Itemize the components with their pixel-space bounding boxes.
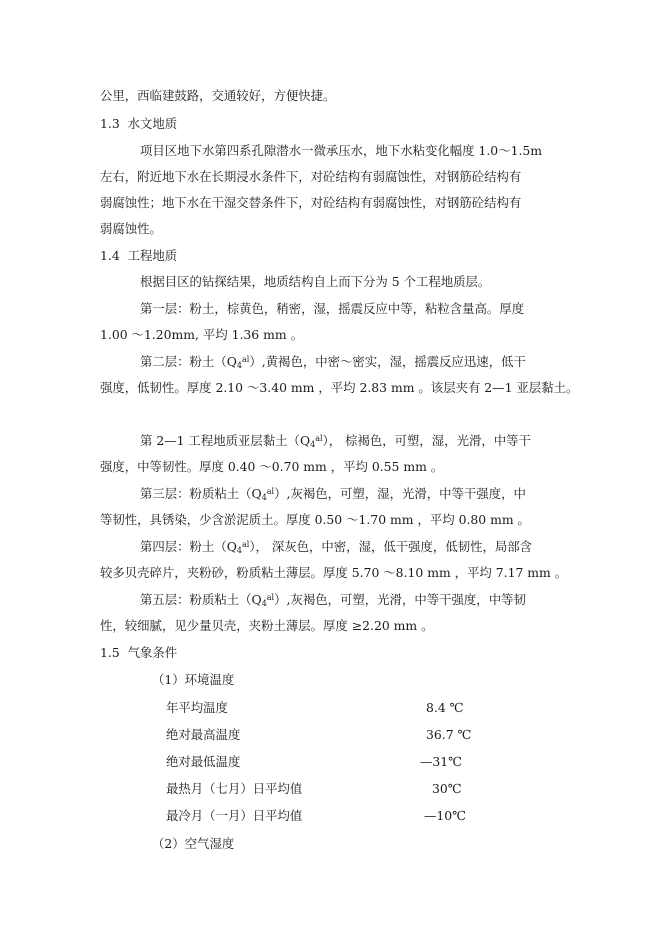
climate-row-label: 最冷月（一月）日平均值 — [166, 808, 303, 823]
climate-row-value: —10℃ — [424, 808, 467, 823]
section-number: 1.5 — [100, 645, 120, 660]
paragraph-line: 弱腐蚀性。 — [100, 221, 162, 236]
paragraph-line: 左右，附近地下水在长期浸水条件下，对砼结构有弱腐蚀性，对钢筋砼结构有 — [100, 169, 522, 184]
climate-row-label: 年平均温度 — [166, 700, 228, 715]
climate-row-label: 最热月（七月）日平均值 — [166, 781, 303, 796]
section-number: 1.4 — [100, 248, 120, 263]
climate-row-value: —31℃ — [420, 754, 463, 769]
section-title: 气象条件 — [127, 645, 178, 660]
climate-row-value: 30℃ — [432, 781, 462, 796]
layer3-line1: 第三层：粉质粘土$(Q_4^{al})$,灰褐色，可塑，湿，光滑，中等干强度，中 — [140, 486, 526, 502]
layer3-line2: 等韧性，具锈染，少含淤泥质土。厚度 0.50 ～1.70 mm ，平均 0.80 mm 。 — [100, 512, 530, 527]
climate-row-label: 绝对最高温度 — [166, 727, 241, 742]
climate-row-value: 36.7 ℃ — [426, 727, 472, 742]
climate-row-value: 8.4 ℃ — [426, 700, 464, 715]
layer1-line2: 1.00 ～1.20mm, 平均 1.36 mm 。 — [100, 327, 303, 342]
section-heading-1-5 — [100, 645, 177, 661]
paragraph-line: 公里，西临建鼓路，交通较好，方便快捷。 — [100, 88, 336, 103]
layer5-line1: 第五层：粉质粘土$(Q_4^{al})$,灰褐色，可塑，光滑，中等干强度，中等韧 — [140, 592, 526, 608]
section-heading-1-3 — [100, 116, 177, 132]
subsection-heading: （1）环境温度 — [152, 672, 235, 687]
section-heading-1-4 — [100, 248, 177, 264]
paragraph-line: 弱腐蚀性；地下水在干湿交替条件下，对砼结构有弱腐蚀性，对钢筋砼结构有 — [100, 195, 522, 210]
layer4-line1: 第四层：粉土$(Q_4^{al})$， 深灰色，中密，湿，低干强度，低韧性，局部含 — [140, 539, 533, 555]
layer4-line2: 较多贝壳碎片，夹粉砂，粉质粘土薄层。厚度 5.70 ～8.10 mm ，平均 7.17 mm 。 — [100, 565, 568, 580]
layer5-line2: 性，较细腻，见少量贝壳，夹粉土薄层。厚度 ≥2.20 mm 。 — [100, 618, 434, 633]
subsection-heading: （2）空气湿度 — [152, 836, 235, 851]
climate-row-label: 绝对最低温度 — [166, 754, 241, 769]
section-number: 1.3 — [100, 116, 120, 131]
section-title: 水文地质 — [127, 116, 178, 131]
layer2-1-line1: 第 2—1 工程地质亚层黏土$(Q_4^{al})$， 棕褐色，可塑，湿，光滑，中等干 — [140, 433, 531, 449]
layer1-line1: 第一层：粉土，棕黄色，稍密，湿，摇震反应中等，粘粒含量高。厚度 — [140, 301, 525, 316]
paragraph-line: 项目区地下水第四系孔隙潜水一微承压水，地下水粘变化幅度 1.0～1.5m — [140, 143, 543, 158]
layer2-line1: 第二层：粉土$(Q_4^{al})$,黄褐色，中密～密实，湿，摇震反应迅速，低干 — [140, 354, 526, 370]
layer2-line2: 强度，低韧性。厚度 2.10 ～3.40 mm ，平均 2.83 mm 。该层夹有 2—1 亚层黏土。 — [100, 380, 579, 395]
paragraph-line: 根据目区的钻探结果，地质结构自上而下分为 5 个工程地质层。 — [140, 274, 491, 289]
layer2-1-line2: 强度，中等韧性。厚度 0.40 ～0.70 mm ，平均 0.55 mm 。 — [100, 459, 444, 474]
section-title: 工程地质 — [127, 248, 178, 263]
